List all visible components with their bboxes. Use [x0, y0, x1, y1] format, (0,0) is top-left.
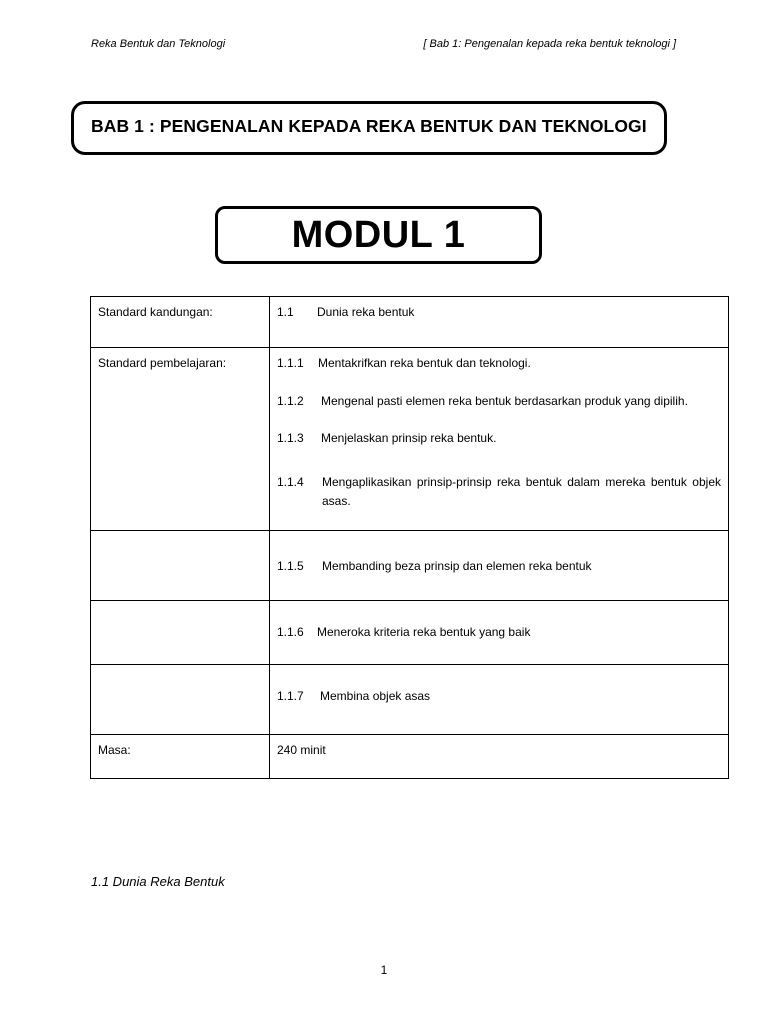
table-row-time — [91, 735, 729, 779]
learning-item-text: Membanding beza prinsip dan elemen reka bentuk — [322, 559, 592, 573]
learning-item-1-1-6 — [277, 625, 721, 639]
learning-item-number: 1.1.5 — [277, 559, 304, 573]
learning-item-text: Mentakrifkan reka bentuk dan teknologi. — [318, 356, 531, 370]
content-standard-text: Dunia reka bentuk — [317, 305, 415, 319]
learning-standard-label: Standard pembelajaran: — [98, 356, 227, 370]
module-title-box — [215, 206, 542, 264]
cell-time-label — [91, 735, 270, 779]
content-standard-number: 1.1 — [277, 305, 294, 319]
learning-item-text: Mengaplikasikan prinsip-prinsip reka bentuk dalam mereka bentuk objek asas. — [322, 475, 721, 508]
cell-empty — [91, 531, 270, 601]
table-row-content-standard — [91, 297, 729, 348]
learning-item-number: 1.1.7 — [277, 689, 304, 703]
learning-item-text: Membina objek asas — [320, 689, 431, 703]
cell-content-standard-label — [91, 297, 270, 348]
learning-item-number: 1.1.2 — [277, 394, 304, 408]
table-row-item-1-1-5 — [91, 531, 729, 601]
cell-learning-item — [270, 531, 729, 601]
table-row-item-1-1-7 — [91, 665, 729, 735]
content-standard-item — [277, 305, 721, 319]
learning-item-text: Meneroka kriteria reka bentuk yang baik — [317, 625, 531, 639]
cell-content-standard-value — [270, 297, 729, 348]
learning-item-number: 1.1.1 — [277, 356, 304, 370]
learning-item-number: 1.1.4 — [277, 475, 304, 489]
learning-item-1-1-1 — [277, 356, 721, 370]
learning-item-1-1-4 — [277, 473, 721, 511]
chapter-title: BAB 1 : PENGENALAN KEPADA REKA BENTUK DAN TEKNOLOGI — [91, 116, 647, 136]
cell-learning-standard-label — [91, 348, 270, 531]
cell-learning-standard-items — [270, 348, 729, 531]
learning-item-1-1-7 — [277, 689, 721, 703]
learning-item-1-1-2 — [277, 394, 721, 408]
standards-table — [90, 296, 729, 779]
learning-item-text: Menjelaskan prinsip reka bentuk. — [321, 431, 497, 445]
cell-time-value — [270, 735, 729, 779]
learning-item-number: 1.1.3 — [277, 431, 304, 445]
learning-item-1-1-3 — [277, 431, 721, 445]
table-row-learning-standard — [91, 348, 729, 531]
table-row-item-1-1-6 — [91, 601, 729, 665]
content-standard-label: Standard kandungan: — [98, 305, 213, 319]
section-heading: 1.1 Dunia Reka Bentuk — [91, 874, 225, 889]
time-value: 240 minit — [277, 743, 326, 757]
cell-learning-item — [270, 665, 729, 735]
cell-learning-item — [270, 601, 729, 665]
cell-empty — [91, 665, 270, 735]
time-label: Masa: — [98, 743, 131, 757]
learning-item-number: 1.1.6 — [277, 625, 304, 639]
page-number: 1 — [380, 963, 388, 977]
cell-empty — [91, 601, 270, 665]
running-header-right: [ Bab 1: Pengenalan kepada reka bentuk teknologi ] — [423, 38, 676, 50]
learning-item-1-1-5 — [277, 559, 721, 573]
learning-item-text: Mengenal pasti elemen reka bentuk berdasarkan produk yang dipilih. — [321, 394, 688, 408]
module-title: MODUL 1 — [291, 213, 466, 256]
running-header-left: Reka Bentuk dan Teknologi — [91, 38, 226, 50]
chapter-title-box — [71, 101, 667, 155]
